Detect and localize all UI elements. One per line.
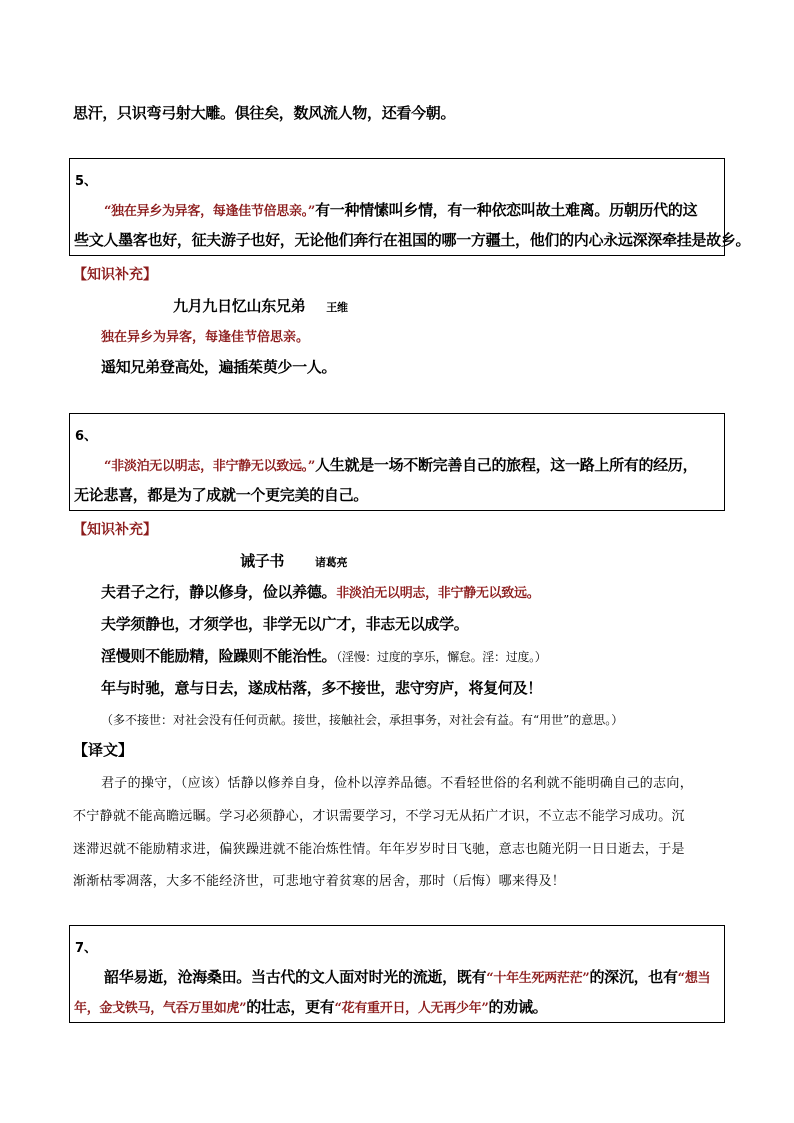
- section-7-line1: [104, 966, 710, 987]
- translation-line1: 君子的操守，（应该）恬静以修养自身，俭朴以淳养品德。不看轻世俗的名利就不能明确自己的志向，: [101, 776, 694, 791]
- essay-note: （多不接世：对社会没有任何贡献。接世，接触社会，承担事务，对社会有益。有“用世”的意思。）: [101, 713, 624, 727]
- section-5-line1: [104, 199, 697, 220]
- essay-line1: [101, 581, 539, 602]
- essay-title-text: 诫子书: [240, 552, 285, 570]
- section-7-number: 7、: [75, 941, 98, 956]
- section-7-line2-b: 的劝诫。: [488, 998, 548, 1016]
- poem-title-text: 九月九日忆山东兄弟: [173, 297, 306, 315]
- section-7-line2-a: 的壮志，更有: [246, 998, 335, 1016]
- section-6-line1-text: 人生就是一场不断完善自己的旅程，这一路上所有的经历，: [315, 456, 698, 474]
- section-7-box: [69, 925, 725, 1023]
- poem-title-1: [173, 295, 348, 316]
- essay-line3-a: 淫慢则不能励精，险躁则不能治性。: [101, 647, 337, 665]
- essay-author: 诸葛亮: [315, 556, 348, 569]
- section-6-number: 6、: [75, 429, 98, 444]
- essay-line4: 年与时驰，意与日去，遂成枯落，多不接世，悲守穷庐，将复何及！: [101, 679, 543, 697]
- knowledge-tag-1: 【知识补充】: [73, 267, 157, 283]
- section-7-quote-2a: “想当: [677, 971, 711, 986]
- essay-line1-quote: 非淡泊无以明志，非宁静无以致远。: [336, 586, 540, 601]
- essay-line1-a: 夫君子之行，静以修身，俭以养德。: [101, 583, 337, 601]
- section-7-line2: [74, 996, 547, 1017]
- poem-author: 王维: [326, 301, 348, 314]
- translation-line4: 渐渐枯零凋落，大多不能经济世，可悲地守着贫寒的居舍，那时（后悔）哪来得及！: [73, 874, 566, 889]
- section-6-line1: [104, 454, 697, 475]
- section-5-quote: “独在异乡为异客，每逢佳节倍思亲。”: [104, 204, 316, 219]
- section-6-quote: “非淡泊无以明志，非宁静无以致远。”: [104, 459, 316, 474]
- section-7-quote-3: “花有重开日，人无再少年”: [334, 1001, 489, 1016]
- knowledge-tag-2: 【知识补充】: [73, 522, 157, 538]
- translation-line3: 迷滞迟就不能励精求进，偏狭躁进就不能冶炼性情。年年岁岁时日飞驰，意志也随光阴一日日逝去，于是: [73, 842, 685, 857]
- essay-title: [240, 550, 347, 571]
- section-7-line1-a: 韶华易逝，沧海桑田。当古代的文人面对时光的流逝，既有: [104, 968, 487, 986]
- poem-1-line2: 遥知兄弟登高处，遍插茱萸少一人。: [101, 358, 337, 376]
- section-5-line1-text: 有一种情愫叫乡情，有一种依恋叫故土难离。历朝历代的这: [315, 201, 698, 219]
- translation-line2: 不宁静就不能高瞻远瞩。学习必须静心，才识需要学习，不学习无从拓广才识，不立志不能学习成功。沉: [73, 809, 685, 824]
- section-6-line2: 无论悲喜，都是为了成就一个更完美的自己。: [74, 486, 369, 504]
- section-5-box: [69, 158, 751, 256]
- essay-line3: [101, 645, 547, 666]
- section-6-box: [69, 413, 725, 511]
- section-5-number: 5、: [75, 174, 98, 189]
- top-line: 思汗，只识弯弓射大雕。俱往矣，数风流人物，还看今朝。: [73, 104, 456, 122]
- section-7-line1-b: 的深沉，也有: [589, 968, 678, 986]
- section-7-quote-1: “十年生死两茫茫”: [486, 971, 590, 986]
- essay-line2: 夫学须静也，才须学也，非学无以广才，非志无以成学。: [101, 615, 469, 633]
- essay-line3-note: （淫慢：过度的享乐，懈怠。淫：过度。）: [336, 650, 547, 664]
- section-5-line2: 些文人墨客也好，征夫游子也好，无论他们奔行在祖国的哪一方疆土，他们的内心永远深深牵挂是故乡。: [74, 231, 751, 249]
- poem-1-line1: 独在异乡为异客，每逢佳节倍思亲。: [101, 330, 310, 345]
- section-7-quote-2b: 年，金戈铁马，气吞万里如虎”: [74, 1001, 247, 1016]
- translation-tag: 【译文】: [73, 741, 134, 759]
